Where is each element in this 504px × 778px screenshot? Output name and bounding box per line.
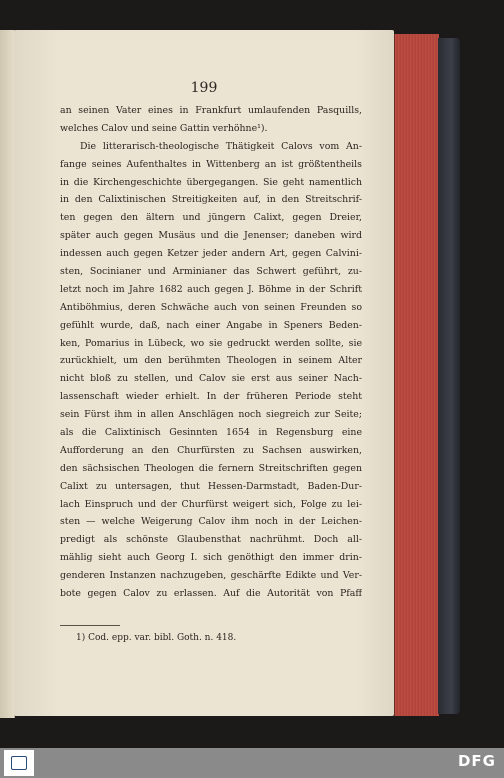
page-edges-red — [394, 34, 439, 716]
text-line: letzt noch im Jahre 1682 auch gegen J. Böhme in der Schrift — [60, 283, 362, 295]
text-line: mählig sieht auch Georg I. sich genöthigt den immer drin- — [60, 552, 362, 564]
text-line: indessen auch gegen Ketzer jeder andern Art, gegen Calvini- — [60, 248, 362, 260]
text-line: Antiböhmius, deren Schwäche auch von seinen Freunden so — [60, 301, 362, 313]
text-line: sten — welche Weigerung Calov ihm noch in der Leichen- — [60, 516, 362, 528]
text-line: zurückhielt, um den berühmten Theologen in seinem Alter — [60, 355, 362, 367]
text-line: lassenschaft wieder erhielt. In der früheren Periode steht — [60, 391, 362, 403]
text-line: in die Kirchengeschichte übergegangen. Sie geht namentlich — [60, 176, 362, 188]
page-number: 199 — [190, 80, 218, 96]
text-line: welches Calov und seine Gattin verhöhne¹). — [60, 122, 268, 134]
text-line: Aufforderung an den Churfürsten zu Sachsen auswirken, — [60, 444, 362, 456]
footnote: 1) Cod. epp. var. bibl. Goth. n. 418. — [76, 633, 237, 643]
book-cover-edge — [438, 38, 460, 714]
text-line: gefühlt wurde, daß, nach einer Angabe in Speners Beden- — [60, 319, 362, 331]
text-line: ten gegen den ältern und jüngern Calixt, gegen Dreier, — [60, 212, 362, 224]
footnote-rule — [60, 625, 120, 626]
text-line: nicht bloß zu stellen, und Calov sie erst aus seiner Nach- — [60, 373, 362, 385]
text-line: fange seines Aufenthaltes in Wittenberg an ist größtentheils — [60, 158, 362, 170]
text-line: Calixt zu untersagen, thut Hessen-Darmstadt, Baden-Dur- — [60, 480, 362, 492]
text-line: später auch gegen Musäus und die Jenenser; daneben wird — [60, 230, 362, 242]
left-page-edge — [0, 30, 15, 718]
book-page — [14, 30, 394, 716]
text-line: ken, Pomarius in Lübeck, wo sie gedruckt werden sollte, sie — [60, 337, 362, 349]
text-line: lach Einspruch und der Churfürst weigert sich, Folge zu lei- — [60, 498, 362, 510]
library-mark-icon — [11, 756, 27, 770]
text-line: als die Calixtinisch Gesinnten 1654 in Regensburg eine — [60, 427, 362, 439]
library-logo — [4, 750, 34, 776]
text-line: Die litterarisch-theologische Thätigkeit Calovs vom An- — [80, 140, 362, 152]
text-line: den sächsischen Theologen die fernern Streitschriften gegen — [60, 462, 362, 474]
text-line: predigt als schönste Glaubensthat nachrühmt. Doch all- — [60, 534, 362, 546]
text-line: in den Calixtinischen Streitigkeiten auf, in den Streitschrif- — [60, 194, 362, 206]
text-line: an seinen Vater eines in Frankfurt umlaufenden Pasquills, — [60, 105, 362, 116]
text-line: bote gegen Calov zu erlassen. Auf die Autorität von Pfaff — [60, 588, 362, 600]
body-text — [60, 102, 362, 603]
text-line: genderen Instanzen nachzugeben, geschärfte Edikte und Ver- — [60, 570, 362, 582]
text-line: sten, Socinianer und Arminianer das Schwert geführt, zu- — [60, 266, 362, 278]
text-line: sein Fürst ihm in allen Anschlägen noch siegreich zur Seite; — [60, 409, 362, 421]
viewer-footer — [0, 748, 504, 778]
dfg-logo: DFG — [457, 752, 496, 770]
